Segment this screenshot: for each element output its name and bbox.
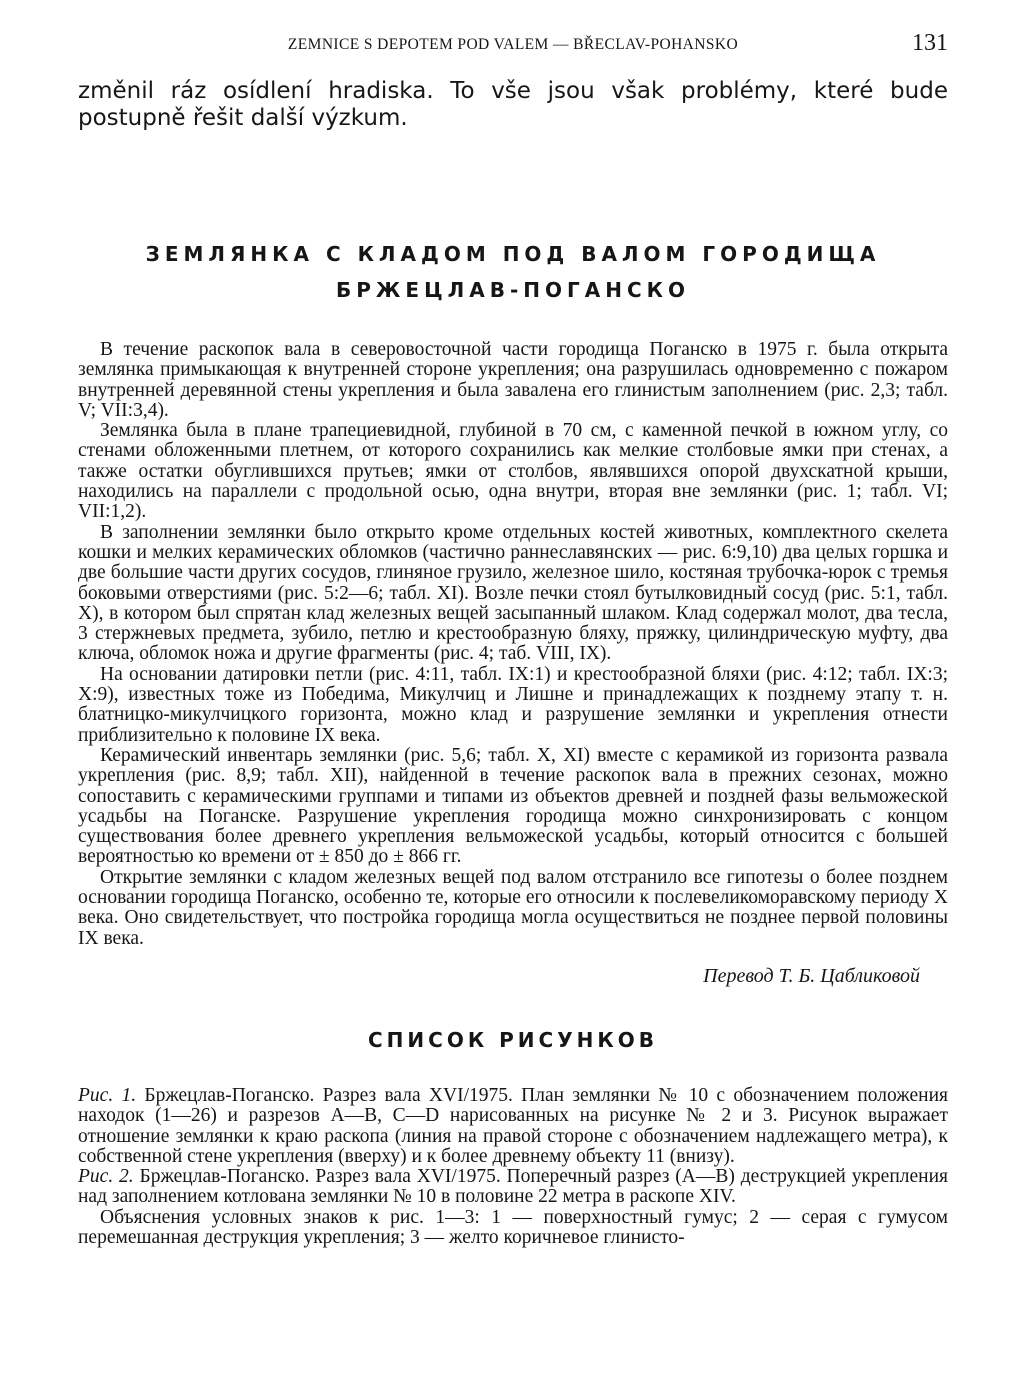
figure-label: Рис. 2. xyxy=(78,1166,134,1188)
body-paragraph: Открытие землянки с кладом железных вещей под валом отстранило все гипотезы о более позднем основании городища Поганско, особенно те, которые его относили к послевеликоморавскому периоду X века. Оно свидетельствует, что постройка городища могла осуществиться не позднее первой половины IX века. xyxy=(78,866,948,949)
figure-caption xyxy=(78,1167,948,1208)
page-number: 131 xyxy=(912,30,948,56)
figure-list xyxy=(78,1086,948,1248)
figure-caption xyxy=(78,1086,948,1167)
figure-caption-text: Бржецлав-Поганско. Разрез вала XVI/1975. План землянки № 10 с обозначением положения находок (1—26) и разрезов А—В, С—D нарисованных на рисунке № 2 и 3. Рисунок выражает отношение землянки к краю раскопа (линия на правой стороне с обозначением надлежащего метра), к собственной стене укрепления (вверху) и к более древнему объекту 11 (внизу). xyxy=(78,1084,948,1167)
page xyxy=(78,30,948,1248)
article-body xyxy=(78,340,948,949)
article-title-line-1: ЗЕМЛЯНКА С КЛАДОМ ПОД ВАЛОМ ГОРОДИЩА xyxy=(145,242,881,266)
running-head xyxy=(78,30,948,64)
body-paragraph: В течение раскопок вала в северовосточной части городища Поганско в 1975 г. была открыта землянка примыкающая к внутренней стороне укрепления; она разрушилась одновременно с пожаром внутренней деревянной стены укрепления и была завалена его глинистым заполнением (рис. 2,3; табл. V; VII:3,4). xyxy=(78,339,948,421)
translator-credit: Перевод Т. Б. Цабликовой xyxy=(703,964,920,987)
body-paragraph: В заполнении землянки было открыто кроме отдельных костей животных, комплектного скелета кошки и мелких керамических обломков (частично раннеславянских — рис. 6:9,10) два целых горшка и две большие части других сосудов, глиняное грузило, железное шило, костяная трубочка-юрок с тремья боковыми отверстиями (рис. 5:2—6; табл. XI). Возле печки стоял бутылковидный сосуд (рис. 5:1, табл. X), в котором был спрятан клад железных вещей засыпанный шлаком. Клад содержал молот, два тесла, 3 стержневых предмета, зубило, петлю и крестообразную бляху, пряжку, цилиндрическую муфту, два ключа, обломок ножа и другие фрагменты (рис. 4; таб. VIII, IX). xyxy=(78,521,948,665)
running-title: ZEMNICE S DEPOTEM POD VALEM — BŘECLAV-POHANSKO xyxy=(287,36,739,53)
figure-caption-text: Бржецлав-Поганско. Разрез вала XVI/1975. Поперечный разрез (А—В) деструкцией укрепления над заполнением котлована землянки № 10 в половине 22 метра в раскопе XIV. xyxy=(78,1166,948,1208)
article-title xyxy=(78,236,948,308)
intro-paragraph: změnil ráz osídlení hradiska. To vše jsou však problémy, které bude postupně řešit další výzkum. xyxy=(78,78,948,131)
figure-label: Рис. 1. xyxy=(78,1084,137,1106)
body-paragraph: На основании датировки петли (рис. 4:11, табл. IX:1) и крестообразной бляхи (рис. 4:12; табл. IX:3; X:9), известных тоже из Победима, Микулчиц и Лишне и принадлежащих к позднему этапу т. н. блатницко-микулчицкого горизонта, можно клад и разрушение землянки и укрепления отнести приблизительно к половине IX века. xyxy=(78,663,948,746)
article-title-line-2: БРЖЕЦЛАВ-ПОГАНСКО xyxy=(336,278,690,302)
legend-explanation: Объяснения условных знаков к рис. 1—3: 1 — поверхностный гумус; 2 — серая с гумусом перемешанная деструкция укрепления; 3 — желто коричневое глинисто- xyxy=(78,1206,948,1248)
figure-list-title: СПИСОК РИСУНКОВ xyxy=(368,1027,658,1052)
body-paragraph: Землянка была в плане трапециевидной, глубиной в 70 см, с каменной печкой в южном углу, со стенами обложенными плетнем, от которого сохранились как мелкие столбовые ямки при стенах, а также остатки обуглившихся прутьев; ямки от столбов, являвшихся опорой двухскатной крыши, находились на параллели с продольной осью, одна внутри, вторая вне землянки (рис. 1; табл. VI; VII:1,2). xyxy=(78,420,948,523)
body-paragraph: Керамический инвентарь землянки (рис. 5,6; табл. X, XI) вместе с керамикой из горизонта развала укрепления (рис. 8,9; табл. XII), найденной в течение раскопок вала в прежних сезонах, можно сопоставить с керамическими группами и типами из объектов древней и поздней фазы вельможеской усадьбы на Поганске. Разрушение укрепления городища можно синхронизировать с концом существования более древнего укрепления вельможеской усадьбы, который относится с большей вероятностью ко времени от ± 850 до ± 866 гг. xyxy=(78,744,948,868)
